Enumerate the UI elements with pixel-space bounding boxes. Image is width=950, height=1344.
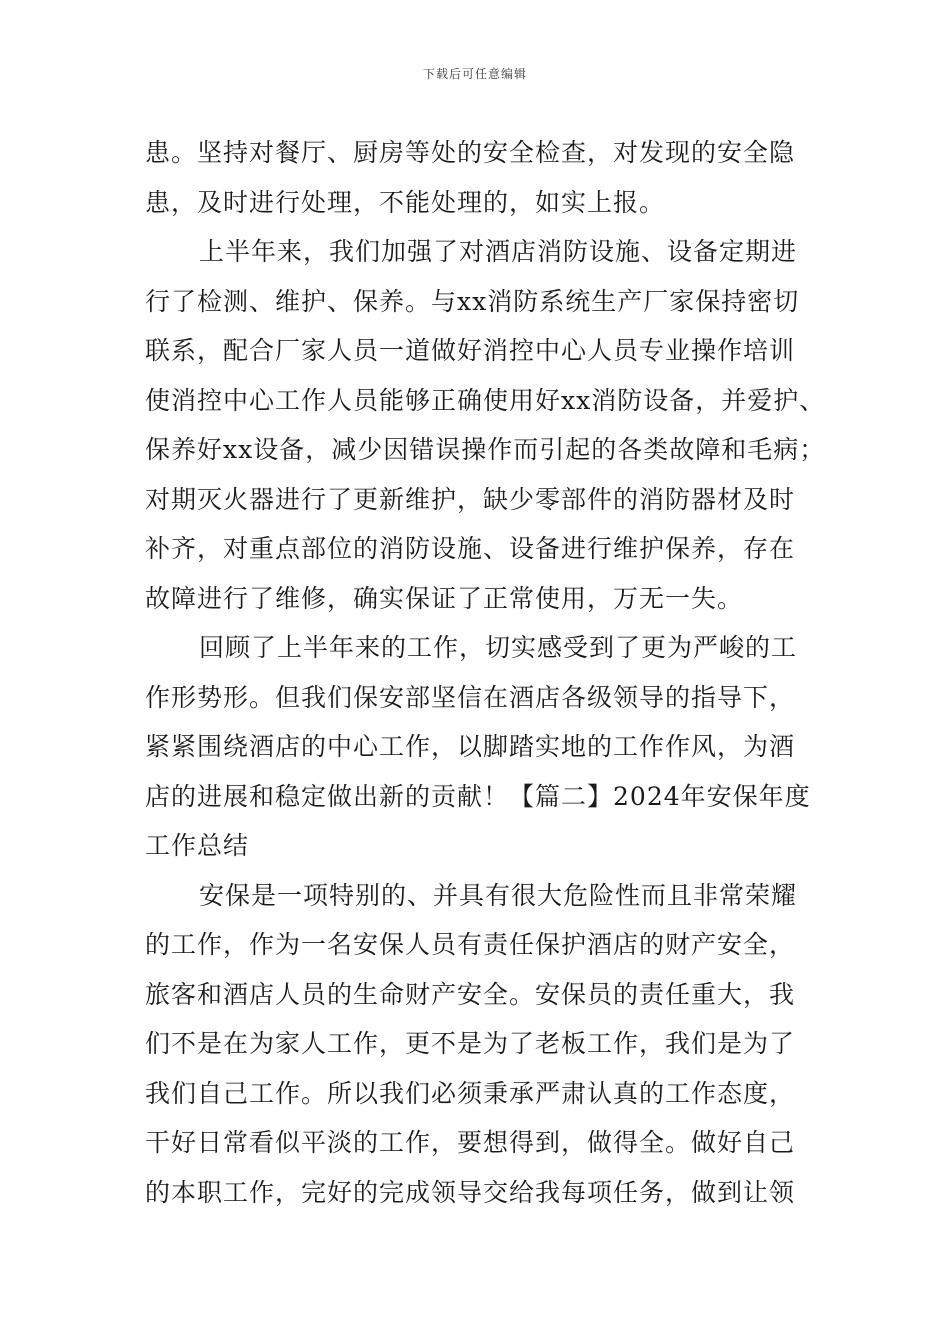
text-line: 们不是在为家人工作，更不是为了老板工作，我们是为了 [145,1029,796,1058]
text-line: 行了检测、维护、保养。与xx消防系统生产厂家保持密切 [145,286,800,316]
text-line: 对期灭火器进行了更新维护，缺少零部件的消防器材及时 [145,484,796,514]
text-line: 的本职工作，完好的完成领导交给我每项任务，做到让领 [145,1177,796,1207]
text-line: 保养好xx设备，减少因错误操作而引起的各类故障和毛病； [145,435,826,464]
text-line: 患，及时进行处理，不能处理的，如实上报。 [145,187,666,217]
text-line: 的工作，作为一名安保人员有责任保护酒店的财产安全， [145,930,796,959]
text-line: 工作总结 [145,831,250,860]
text-line: 联系，配合厂家人员一道做好消控中心人员专业操作培训 [145,336,796,365]
text-line: 旅客和酒店人员的生命财产安全。安保员的责任重大，我 [145,979,796,1009]
text-line: 补齐，对重点部位的消防设施、设备进行维护保养，存在 [145,534,796,563]
text-line: 我们自己工作。所以我们必须秉承严肃认真的工作态度， [145,1078,796,1108]
text-line: 患。坚持对餐厅、厨房等处的安全检查，对发现的安全隐 [145,138,796,167]
text-line: 紧紧围绕酒店的中心工作，以脚踏实地的工作作风，为酒 [145,732,796,761]
text-line: 故障进行了维修，确实保证了正常使用，万无一失。 [145,583,744,613]
document-body [145,128,825,1217]
text-line: 使消控中心工作人员能够正确使用好xx消防设备，并爱护、 [145,385,826,415]
text-line: 干好日常看似平淡的工作，要想得到，做得全。做好自己 [145,1128,796,1157]
page-header-note: 下载后可任意编辑 [422,67,527,81]
text-line: 店的进展和稳定做出新的贡献！【篇二】2024年安保年度 [145,781,811,811]
text-line: 上半年来，我们加强了对酒店消防设施、设备定期进 [199,237,798,266]
text-line: 作形势形。但我们保安部坚信在酒店各级领导的指导下， [145,682,796,712]
text-line: 安保是一项特别的、并具有很大危险性而且非常荣耀 [199,880,798,910]
text-line: 回顾了上半年来的工作，切实感受到了更为严峻的工 [199,633,798,662]
